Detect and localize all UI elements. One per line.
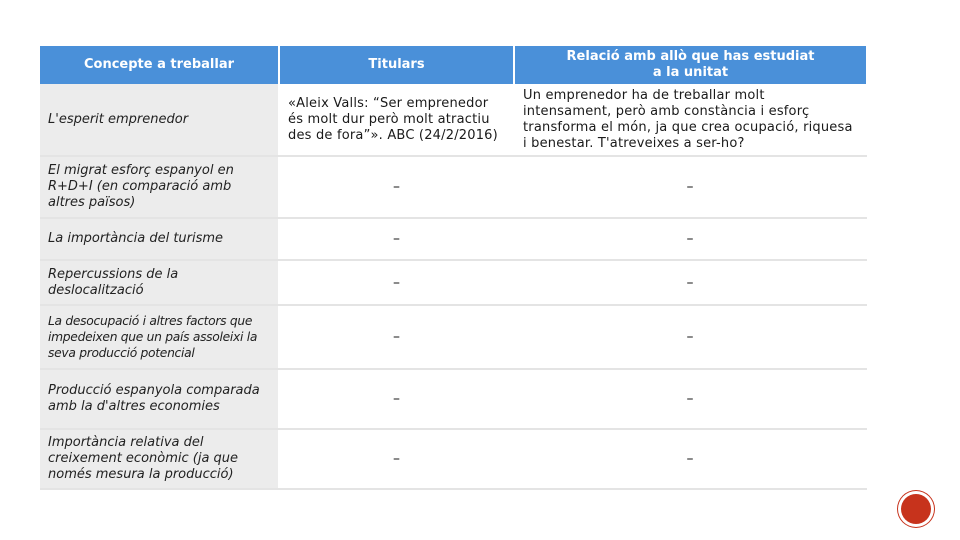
relacio-cell: – [514,305,866,369]
titular-cell: – [279,218,514,260]
titular-cell: – [279,156,514,218]
relacio-cell: Un emprenedor ha de treballar molt intensament, però amb constància i esforç transforma el món, ja que crea ocupació, riquesa i benestar. T'atreveixes a ser-ho? [514,84,866,156]
header-titulars: Titulars [279,46,514,84]
concept-cell: La importància del turisme [40,218,279,260]
table-row [40,84,866,156]
titular-cell: «Aleix Valls: “Ser emprenedor és molt dur però molt atractiu des de fora”». ABC (24/2/2016) [279,84,514,156]
titular-cell: – [279,305,514,369]
concept-table [40,46,867,490]
header-concepte: Concepte a treballar [40,46,279,84]
table-row [40,429,866,489]
table-row [40,305,866,369]
badge-inner-circle [901,494,931,524]
relacio-cell: – [514,218,866,260]
table-row [40,369,866,429]
concept-cell: L'esperit emprenedor [40,84,279,156]
table-row [40,156,866,218]
concept-cell: Importància relativa del creixement econòmic (ja que només mesura la producció) [40,429,279,489]
concept-cell: La desocupació i altres factors que impedeixen que un país assoleixi la seva producció potencial [40,305,279,369]
table-row [40,218,866,260]
header-relacio: Relació amb allò que has estudiat a la unitat [514,46,866,84]
concept-cell: Repercussions de la deslocalització [40,260,279,305]
titular-cell: – [279,429,514,489]
titular-cell: – [279,369,514,429]
titular-cell: – [279,260,514,305]
relacio-cell: – [514,156,866,218]
relacio-cell: – [514,429,866,489]
relacio-cell: – [514,369,866,429]
concept-cell: Producció espanyola comparada amb la d'altres economies [40,369,279,429]
table-row [40,260,866,305]
concept-cell: El migrat esforç espanyol en R+D+I (en comparació amb altres països) [40,156,279,218]
relacio-cell: – [514,260,866,305]
table-header-row [40,46,866,84]
slide-badge-icon [897,490,935,528]
